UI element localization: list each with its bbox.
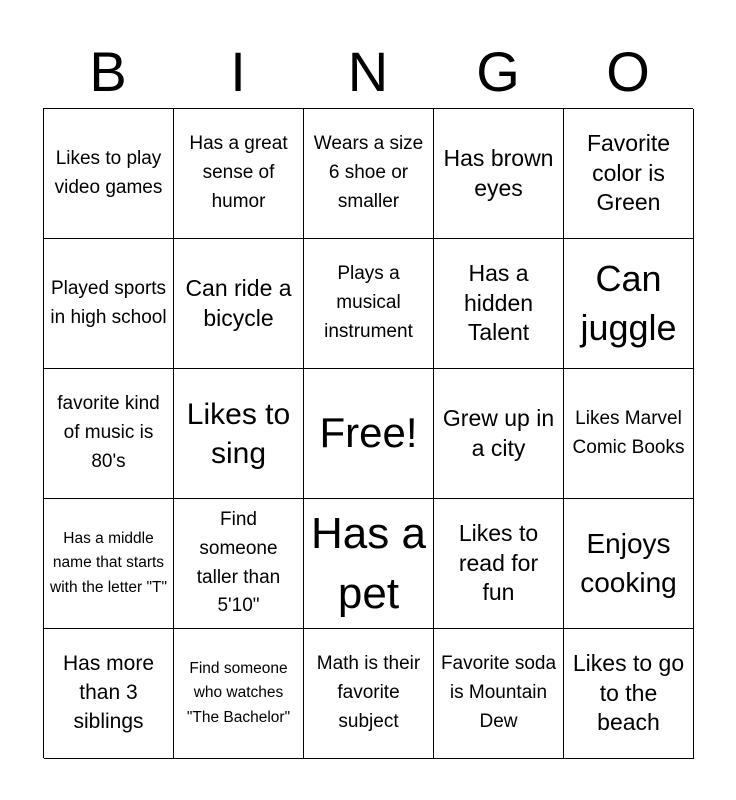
cell-text: Find someone taller than 5'10" [196,508,281,617]
bingo-grid [43,108,693,758]
bingo-cell[interactable] [44,369,174,499]
cell-text: Favorite soda is Mountain Dew [440,653,557,732]
cell-text: Likes to sing [186,397,291,470]
bingo-cell[interactable] [174,239,304,369]
cell-text: Free! [319,409,418,457]
cell-text: Plays a musical instrument [324,263,413,342]
bingo-cell[interactable] [44,629,174,759]
bingo-cell[interactable] [174,369,304,499]
bingo-cell[interactable] [564,369,694,499]
cell-text: Has brown eyes [443,144,554,201]
bingo-cell[interactable] [304,239,434,369]
header-letter-g: G [476,40,520,103]
cell-text: Can ride a bicycle [185,274,292,331]
cell-text: Likes to play video games [54,147,163,198]
bingo-cell[interactable] [434,499,564,629]
cell-text: Likes to read for fun [458,519,539,606]
bingo-header [43,40,693,104]
cell-text: Has a middle name that starts with the letter "T" [50,530,167,596]
bingo-cell[interactable] [174,629,304,759]
bingo-cell[interactable] [434,239,564,369]
cell-text: Enjoys cooking [580,527,677,598]
bingo-cell[interactable] [174,499,304,629]
cell-text: Has a hidden Talent [463,259,534,346]
bingo-cell[interactable] [564,499,694,629]
cell-text: Favorite color is Green [586,129,671,216]
header-letter-n: N [347,40,389,103]
bingo-cell[interactable] [44,499,174,629]
bingo-cell[interactable] [304,629,434,759]
cell-text: Wears a size 6 shoe or smaller [313,133,424,212]
bingo-cell[interactable] [564,239,694,369]
cell-text: Played sports in high school [50,277,167,328]
header-letter-i: I [230,40,246,103]
bingo-cell[interactable] [434,629,564,759]
cell-text: Can juggle [580,257,677,348]
bingo-cell[interactable] [304,499,434,629]
bingo-cell[interactable] [44,109,174,239]
bingo-cell[interactable] [434,369,564,499]
cell-text: Grew up in a city [442,404,555,461]
cell-text: Has more than 3 siblings [62,652,155,733]
bingo-cell[interactable] [564,629,694,759]
cell-text: Likes to go to the beach [572,649,685,736]
bingo-cell-free[interactable] [304,369,434,499]
cell-text: Has a great sense of humor [189,133,288,212]
bingo-cell[interactable] [304,109,434,239]
header-letter-b: B [89,40,127,103]
cell-text: Math is their favorite subject [316,653,421,732]
cell-text: favorite kind of music is 80's [57,393,160,472]
bingo-cell[interactable] [44,239,174,369]
cell-text: Likes Marvel Comic Books [572,407,685,458]
cell-text: Find someone who watches "The Bachelor" [186,660,291,726]
bingo-cell[interactable] [174,109,304,239]
bingo-cell[interactable] [564,109,694,239]
cell-text: Has a pet [311,509,426,618]
bingo-cell[interactable] [434,109,564,239]
header-letter-o: O [606,40,650,103]
